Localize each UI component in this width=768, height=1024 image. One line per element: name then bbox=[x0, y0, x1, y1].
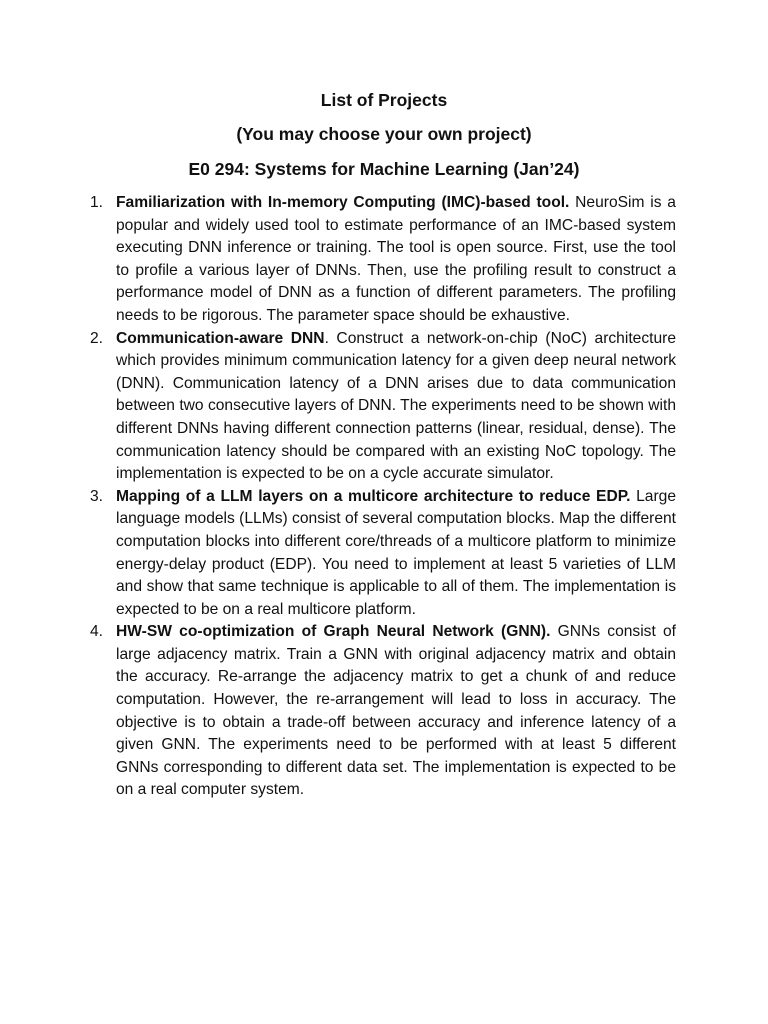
project-number: 2. bbox=[90, 329, 104, 347]
project-title: Communication-aware DNN bbox=[116, 329, 325, 347]
project-description: . Construct a network-on-chip (NoC) architecture which provides minimum communication latency for a given deep neural network (DNN). Communication latency of a DNN arises due to data communication between two consecutive layers of DNN. The experiments need to be shown with different DNNs having different connection patterns (linear, residual, dense). The communication latency should be compared with an existing NoC topology. The implementation is expected to be on a cycle accurate simulator. bbox=[116, 329, 676, 483]
project-number: 3. bbox=[90, 487, 104, 505]
project-item-1 bbox=[88, 192, 676, 328]
project-item-4 bbox=[88, 621, 676, 802]
project-number: 4. bbox=[90, 623, 104, 641]
document-subtitle: (You may choose your own project) bbox=[236, 124, 532, 144]
project-list bbox=[88, 192, 676, 802]
document-title: List of Projects bbox=[320, 90, 448, 110]
course-title: E0 294: Systems for Machine Learning (Jan’24) bbox=[188, 159, 580, 179]
project-description: NeuroSim is a popular and widely used tool to estimate performance of an IMC-based system executing DNN inference or training. The tool is open source. First, use the tool to profile a various layer of DNNs. Then, use the profiling result to construct a performance model of DNN as a function of different parameters. The profiling needs to be rigorous. The parameter space should be exhaustive. bbox=[116, 194, 676, 324]
project-number: 1. bbox=[90, 194, 104, 211]
project-description: Large language models (LLMs) consist of several computation blocks. Map the different computation blocks into different core/threads of a multicore platform to minimize energy-delay product (EDP). You need to implement at least 5 varieties of LLM and show that same technique is applicable to all of them. The implementation is expected to be on a real multicore platform. bbox=[116, 487, 676, 618]
project-title: Mapping of a LLM layers on a multicore architecture to reduce EDP. bbox=[116, 487, 631, 505]
project-title: HW-SW co-optimization of Graph Neural Network (GNN). bbox=[116, 623, 551, 641]
project-item-2 bbox=[88, 328, 676, 486]
project-title: Familiarization with In-memory Computing (IMC)-based tool. bbox=[116, 194, 570, 211]
project-item-3 bbox=[88, 486, 676, 622]
project-description: GNNs consist of large adjacency matrix. Train a GNN with original adjacency matrix and obtain the accuracy. Re-arrange the adjacency matrix to get a chunk of and reduce computation. However, the re-arrangement will lead to loss in accuracy. The objective is to obtain a trade-off between accuracy and inference latency of a given GNN. The experiments need to be performed with at least 5 different GNNs corresponding to different data set. The implementation is expected to be on a real computer system. bbox=[116, 623, 677, 799]
